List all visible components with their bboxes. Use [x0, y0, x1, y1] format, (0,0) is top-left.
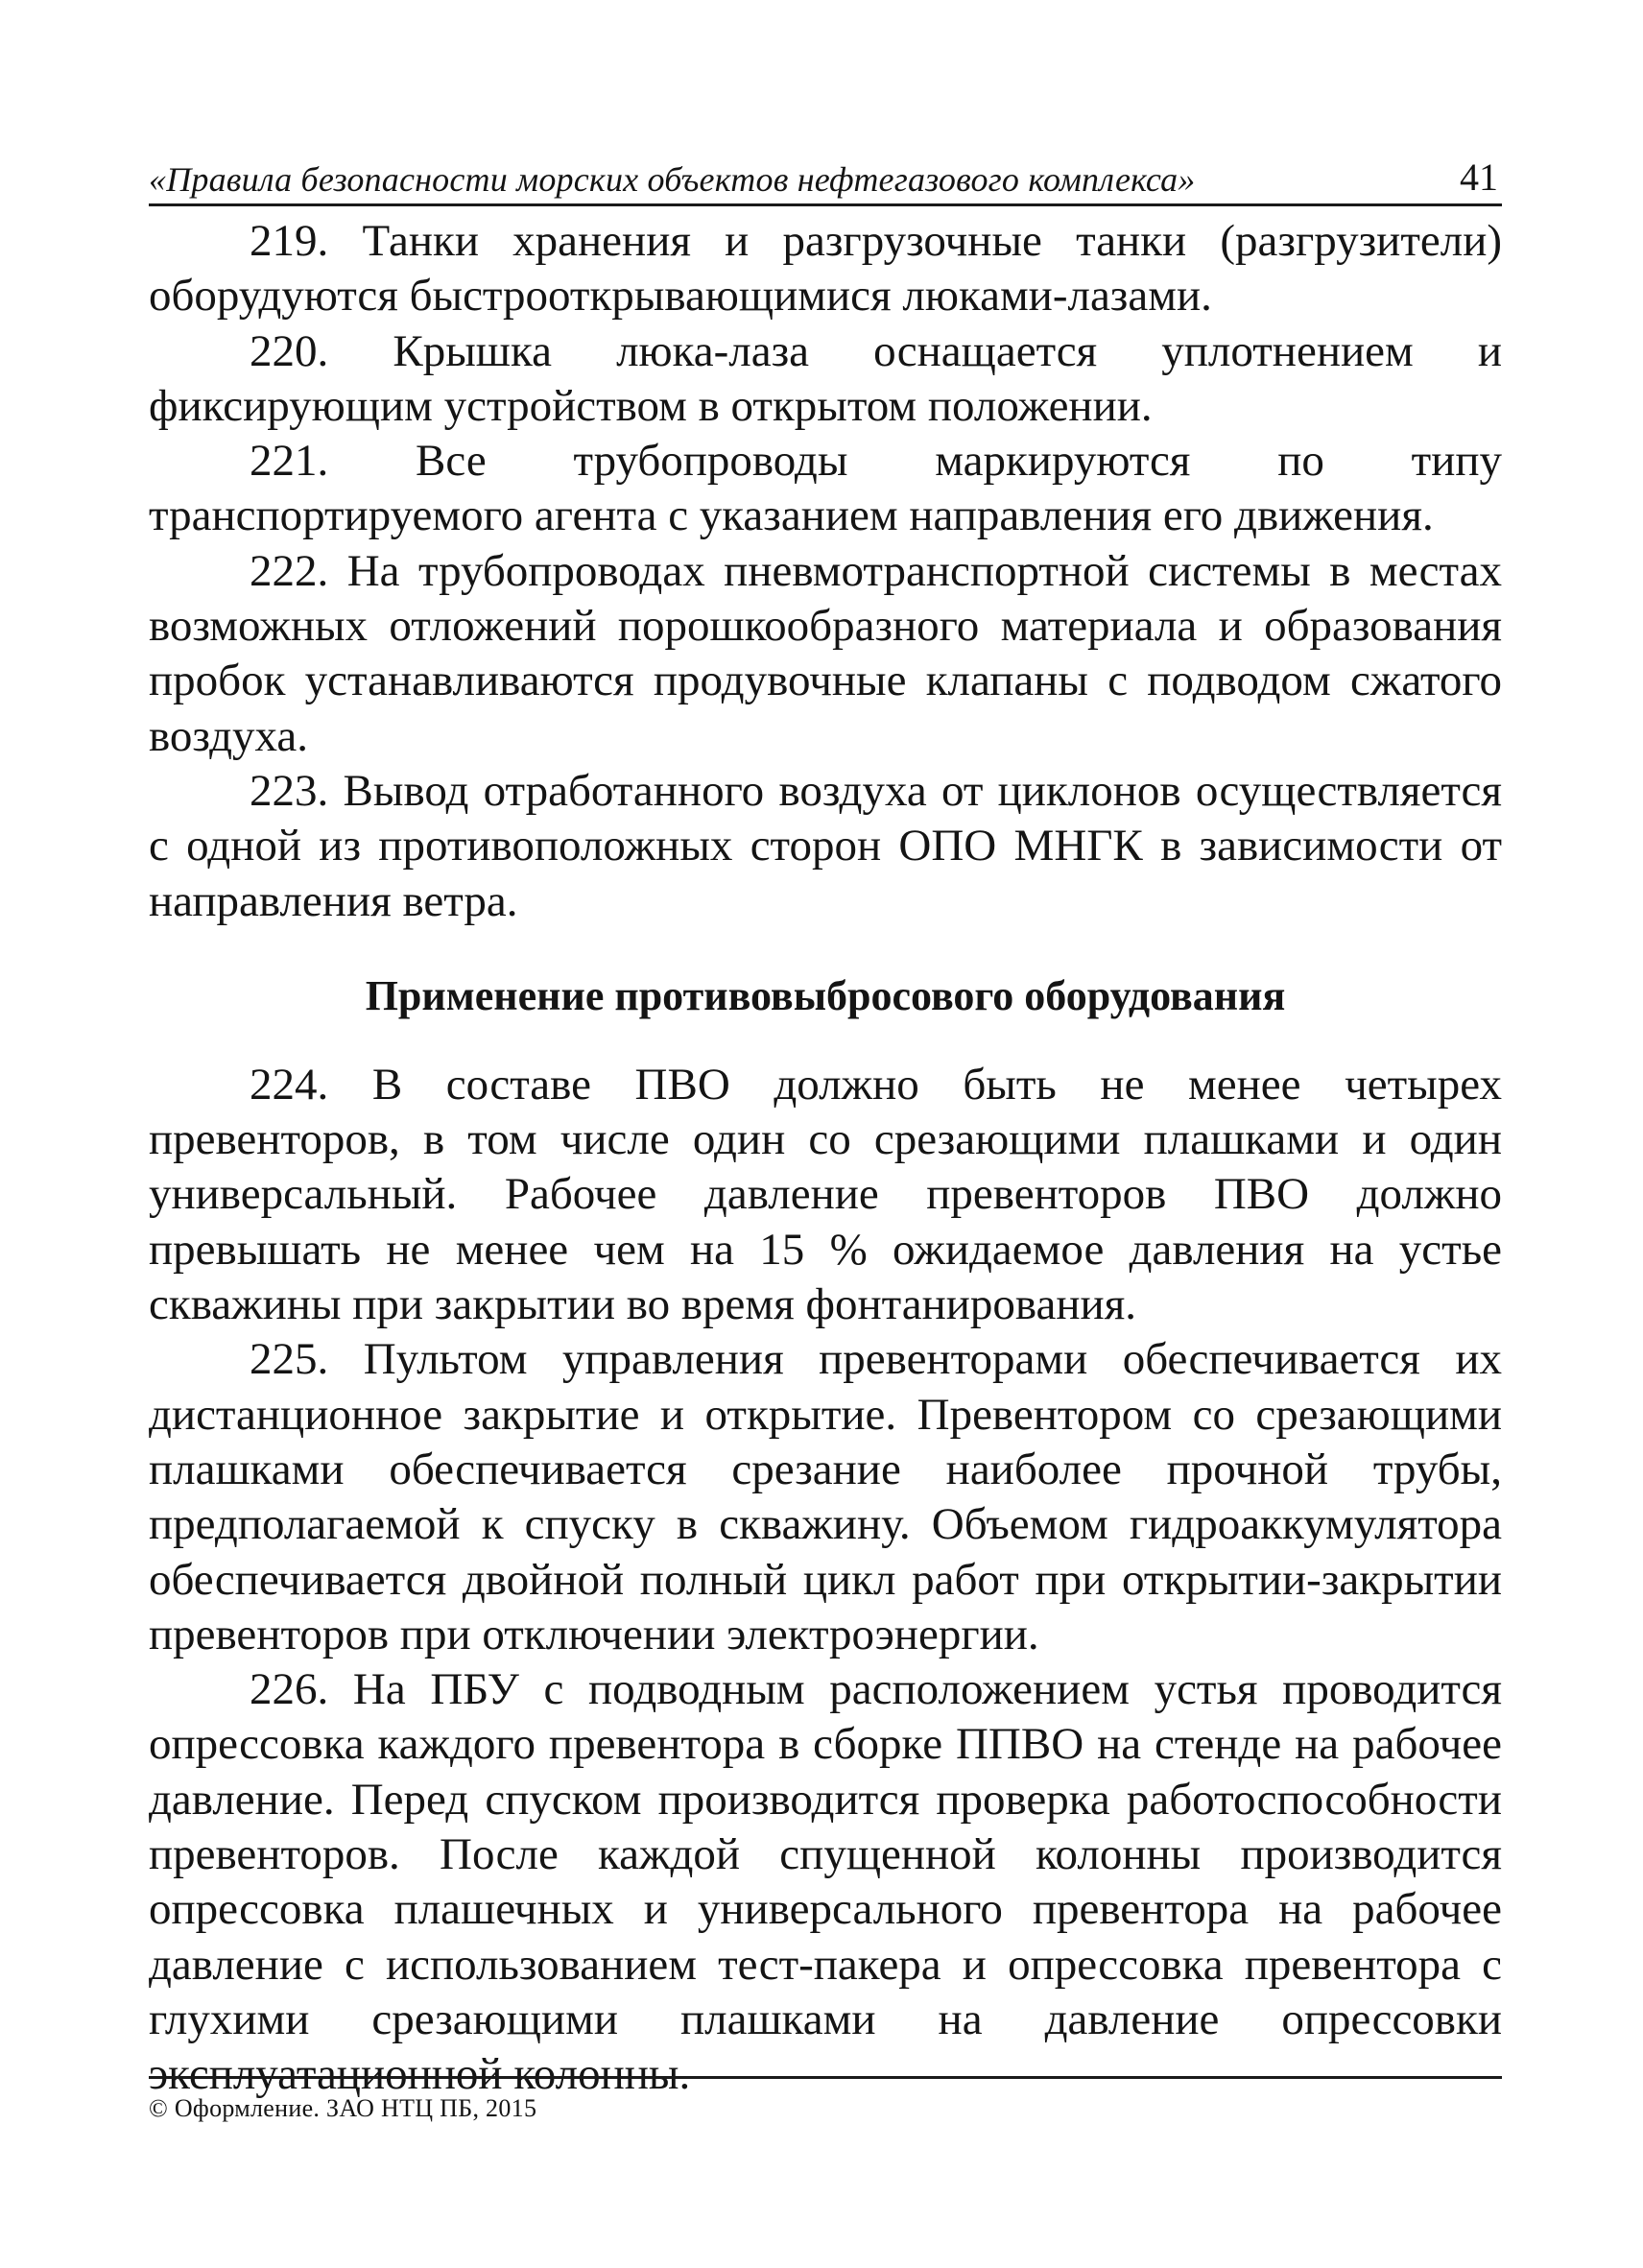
paragraph-221: 221. Все трубопроводы маркируются по типу транспортируемого агента с указанием направления его движения. — [149, 436, 1502, 541]
paragraph-225: 225. Пультом управления превенторами обеспечивается их дистанционное закрытие и открытие. Превентором со срезающими плашками обеспечивается срезание наиболее прочной трубы, предполагаемой к спуску в скважину. Объемом гидроаккумулятора обеспечивается двойной полный цикл работ при открытии-закрытии превенторов при отключении электроэнергии. — [149, 1334, 1502, 1659]
header-title: «Правила безопасности морских объектов нефтегазового комплекса» — [149, 160, 1196, 199]
footer-copyright: © Оформление. ЗАО НТЦ ПБ, 2015 — [149, 2094, 537, 2122]
paragraph-220: 220. Крышка люка-лаза оснащается уплотнением и фиксирующим устройством в открытом положении. — [149, 325, 1502, 431]
paragraph-222: 222. На трубопроводах пневмотранспортной системы в местах возможных отложений порошкообразного материала и образования пробок устанавливаются продувочные клапаны с подводом сжатого воздуха. — [149, 545, 1502, 761]
document-page — [149, 144, 1502, 2103]
paragraph-219: 219. Танки хранения и разгрузочные танки (разгрузители) оборудуются быстрооткрывающимися люками-лазами. — [149, 216, 1502, 322]
section-heading: Применение противовыбросового оборудования — [365, 971, 1286, 1019]
running-header — [149, 144, 1502, 206]
paragraph-224: 224. В составе ПВО должно быть не менее четырех превенторов, в том числе один со срезающими плашками и один универсальный. Рабочее давление превенторов ПВО должно превышать не менее чем на 15 % ожидаемое давления на устье скважины при закрытии во время фонтанирования. — [149, 1059, 1502, 1330]
paragraph-226: 226. На ПБУ с подводным расположением устья проводится опрессовка каждого превентора в сборке ППВО на стенде на рабочее давление. Перед спуском производится проверка работоспособности превенторов. После каждой спущенной колонны производится опрессовка плашечных и универсального превентора на рабочее давление с использованием тест-пакера и опрессовка превентора с глухими срезающими плашками на давление опрессовки эксплуатационной колонны. — [149, 1664, 1502, 2100]
page-number: 41 — [1460, 155, 1498, 199]
paragraph-223: 223. Вывод отработанного воздуха от циклонов осуществляется с одной из противоположных сторон ОПО МНГК в зависимости от направления ветра. — [149, 765, 1502, 926]
page-footer — [149, 2076, 1502, 2123]
body-text — [149, 214, 1502, 2103]
